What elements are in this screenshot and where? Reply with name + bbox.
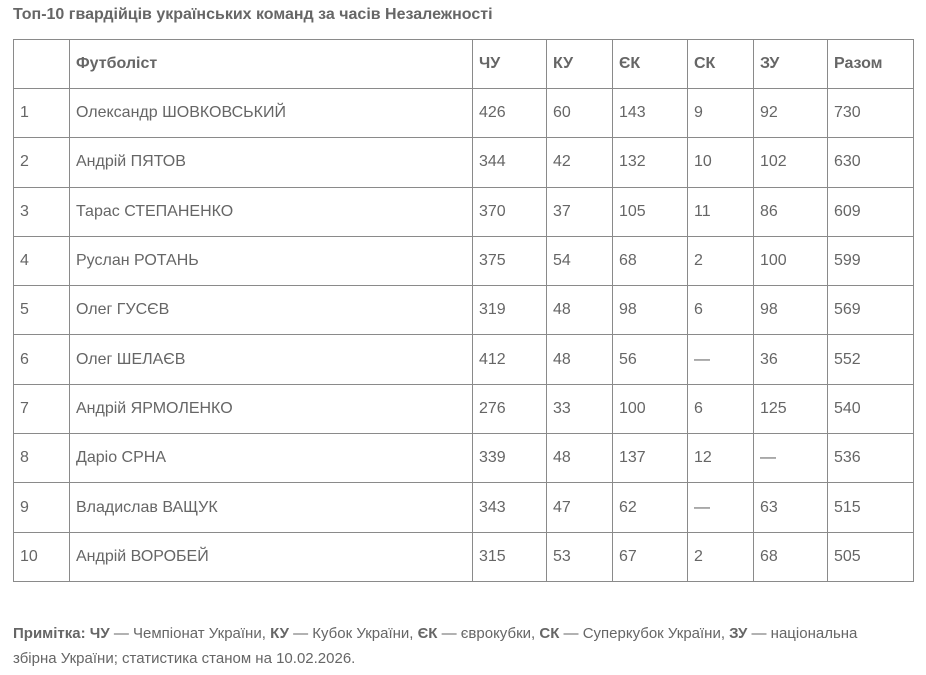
total-cell: 552 [828,335,914,384]
zu-cell: 102 [754,138,828,187]
footnote [13,621,893,671]
footnote-abbr: СК [539,625,560,642]
chu-cell: 276 [473,384,547,433]
table-row [14,89,914,138]
ku-cell: 37 [547,187,613,236]
chu-cell: 343 [473,483,547,532]
table-row [14,286,914,335]
yek-cell: 143 [613,89,688,138]
player-cell: Андрій ВОРОБЕЙ [70,532,473,581]
player-cell: Тарас СТЕПАНЕНКО [70,187,473,236]
rank-cell: 6 [14,335,70,384]
table-header-row [14,40,914,89]
zu-cell: 92 [754,89,828,138]
yek-cell: 68 [613,236,688,285]
yek-cell: 100 [613,384,688,433]
table-caption: Топ-10 гвардійців українських команд за часів Незалежності [13,6,493,23]
ku-cell: 47 [547,483,613,532]
ku-cell: 42 [547,138,613,187]
player-cell: Руслан РОТАНЬ [70,236,473,285]
chu-cell: 319 [473,286,547,335]
footnote-abbr: ЄК [417,625,438,642]
total-cell: 569 [828,286,914,335]
yek-cell: 62 [613,483,688,532]
col-header-yek: ЄК [613,40,688,89]
player-cell: Даріо СРНА [70,434,473,483]
col-header-zu: ЗУ [754,40,828,89]
rank-cell: 10 [14,532,70,581]
ku-cell: 48 [547,335,613,384]
footnote-text: — єврокубки, [437,625,540,642]
rank-cell: 9 [14,483,70,532]
zu-cell: 98 [754,286,828,335]
table-row [14,434,914,483]
yek-cell: 56 [613,335,688,384]
total-cell: 609 [828,187,914,236]
col-header-sk: СК [688,40,754,89]
footnote-abbr: КУ [270,625,289,642]
sk-cell: 6 [688,384,754,433]
sk-cell: 6 [688,286,754,335]
chu-cell: 339 [473,434,547,483]
sk-cell: 12 [688,434,754,483]
sk-cell: 9 [688,89,754,138]
table-row [14,187,914,236]
table-row [14,532,914,581]
chu-cell: 344 [473,138,547,187]
col-header-chu: ЧУ [473,40,547,89]
yek-cell: 105 [613,187,688,236]
col-header-player: Футболіст [70,40,473,89]
chu-cell: 426 [473,89,547,138]
ku-cell: 48 [547,286,613,335]
footnote-text: — Кубок України, [288,625,418,642]
ku-cell: 53 [547,532,613,581]
player-cell: Олег ГУСЄВ [70,286,473,335]
table-row [14,483,914,532]
yek-cell: 132 [613,138,688,187]
chu-cell: 375 [473,236,547,285]
sk-cell: 10 [688,138,754,187]
sk-cell: — [688,335,754,384]
rank-cell: 4 [14,236,70,285]
total-cell: 505 [828,532,914,581]
player-cell: Андрій ЯРМОЛЕНКО [70,384,473,433]
sk-cell: 11 [688,187,754,236]
zu-cell: 36 [754,335,828,384]
total-cell: 730 [828,89,914,138]
player-cell: Андрій ПЯТОВ [70,138,473,187]
total-cell: 599 [828,236,914,285]
footnote-abbr: ЗУ [729,625,748,642]
footnote-abbr: ЧУ [89,625,110,642]
zu-cell: 100 [754,236,828,285]
col-header-ku: КУ [547,40,613,89]
table-row [14,138,914,187]
player-cell: Олег ШЕЛАЄВ [70,335,473,384]
total-cell: 540 [828,384,914,433]
ku-cell: 33 [547,384,613,433]
sk-cell: 2 [688,236,754,285]
ku-cell: 48 [547,434,613,483]
zu-cell: — [754,434,828,483]
footnote-label: Примітка: [13,625,86,642]
zu-cell: 86 [754,187,828,236]
rank-cell: 8 [14,434,70,483]
rank-cell: 7 [14,384,70,433]
col-header-rank [14,40,70,89]
rank-cell: 3 [14,187,70,236]
chu-cell: 412 [473,335,547,384]
chu-cell: 315 [473,532,547,581]
rank-cell: 1 [14,89,70,138]
sk-cell: 2 [688,532,754,581]
zu-cell: 68 [754,532,828,581]
table-row [14,236,914,285]
footnote-text: — Суперкубок України, [559,625,730,642]
player-cell: Владислав ВАЩУК [70,483,473,532]
ku-cell: 54 [547,236,613,285]
total-cell: 515 [828,483,914,532]
yek-cell: 98 [613,286,688,335]
total-cell: 536 [828,434,914,483]
table-row [14,335,914,384]
zu-cell: 125 [754,384,828,433]
ku-cell: 60 [547,89,613,138]
player-cell: Олександр ШОВКОВСЬКИЙ [70,89,473,138]
footnote-text: — Чемпіонат України, [109,625,271,642]
stats-table [13,39,914,582]
table-body [14,89,914,582]
chu-cell: 370 [473,187,547,236]
yek-cell: 137 [613,434,688,483]
yek-cell: 67 [613,532,688,581]
total-cell: 630 [828,138,914,187]
zu-cell: 63 [754,483,828,532]
footnote-text: — національна збірна України; статистика станом на 10.02.2026. [13,625,858,667]
table-row [14,384,914,433]
col-header-total: Разом [828,40,914,89]
sk-cell: — [688,483,754,532]
rank-cell: 2 [14,138,70,187]
rank-cell: 5 [14,286,70,335]
